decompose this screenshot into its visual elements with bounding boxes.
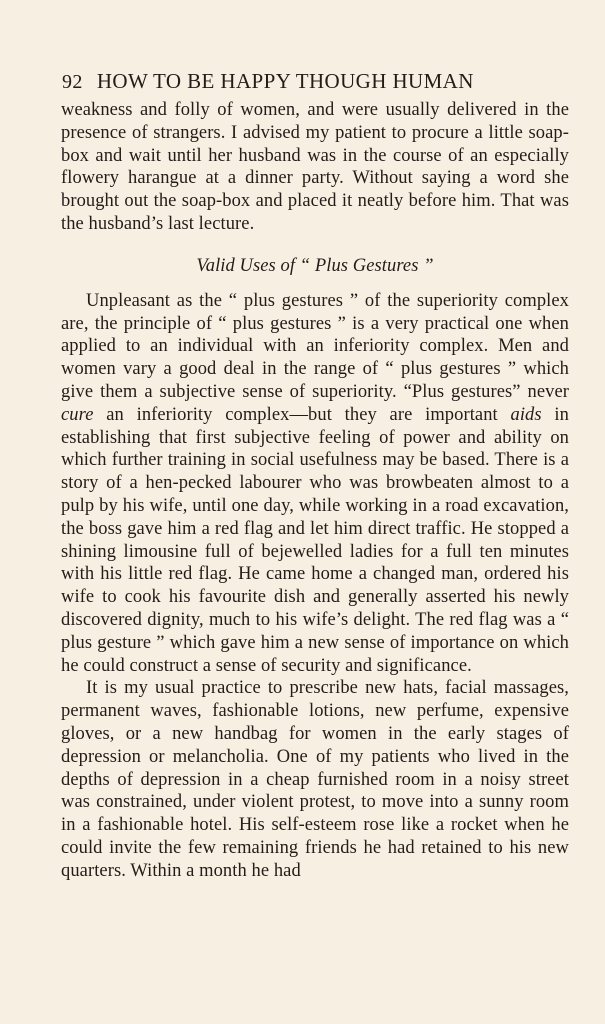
paragraph-text: in establishing that first subjective feeling of power and ability on which further training in social usefulness may be based. There is a story of a hen-pecked labourer who was browbeaten almost to a pulp by his wife, until one day, while working in a road excavation, the boss gave him a red flag and let him direct traffic. He stopped a shining limousine full of bejewelled ladies for a full ten minutes with his little red flag. He came home a changed man, ordered his wife to cook his favourite dish and generally asserted his newly discovered dignity, much to his wife’s delight. The red flag was a “ plus gesture ” which gave him a new sense of importance on which he could construct a sense of security and significance. bbox=[61, 404, 569, 676]
paragraph-plus-gestures bbox=[61, 290, 569, 678]
running-head: HOW TO BE HAPPY THOUGH HUMAN bbox=[96, 69, 474, 93]
section-subheading: Valid Uses of “ Plus Gestures ” bbox=[196, 255, 434, 276]
page-number: 92 bbox=[62, 71, 83, 93]
paragraph-continuation: weakness and folly of women, and were usually delivered in the presence of strangers. I advised my patient to procure a little soap-box and wait until her husband was in the course of an especially flowery harangue at a dinner party. Without saying a word she brought out the soap-box and placed it neatly before him. That was the husband’s last lecture. bbox=[61, 100, 569, 234]
paragraph-text: Unpleasant as the “ plus gestures ” of the superiority complex are, the principle of “ plus gestures ” is a very practical one when applied to an individual with an inferiority complex. Men and women vary a good deal in the range of “ plus gestures ” which give them a subjective sense of superiority. “Plus gestures” never bbox=[61, 290, 569, 402]
paragraph-text: an inferiority complex—but they are important bbox=[106, 404, 498, 425]
page-header bbox=[62, 66, 562, 97]
paragraph-practice: It is my usual practice to prescribe new hats, facial massages, permanent waves, fashionable lotions, new perfume, expensive gloves, or a new handbag for women in the early stages of depression or melancholia. One of my patients who lived in the depths of depression in a cheap furnished room in a noisy street was constrained, under violent protest, to move into a sunny room in a fashionable hotel. His self-esteem rose like a rocket when he could invite the few remaining friends he had retained to his new quarters. Within a month he had bbox=[61, 678, 569, 881]
emphasis-aids: aids bbox=[510, 404, 542, 425]
emphasis-cure: cure bbox=[61, 404, 94, 425]
body-text bbox=[61, 99, 569, 883]
